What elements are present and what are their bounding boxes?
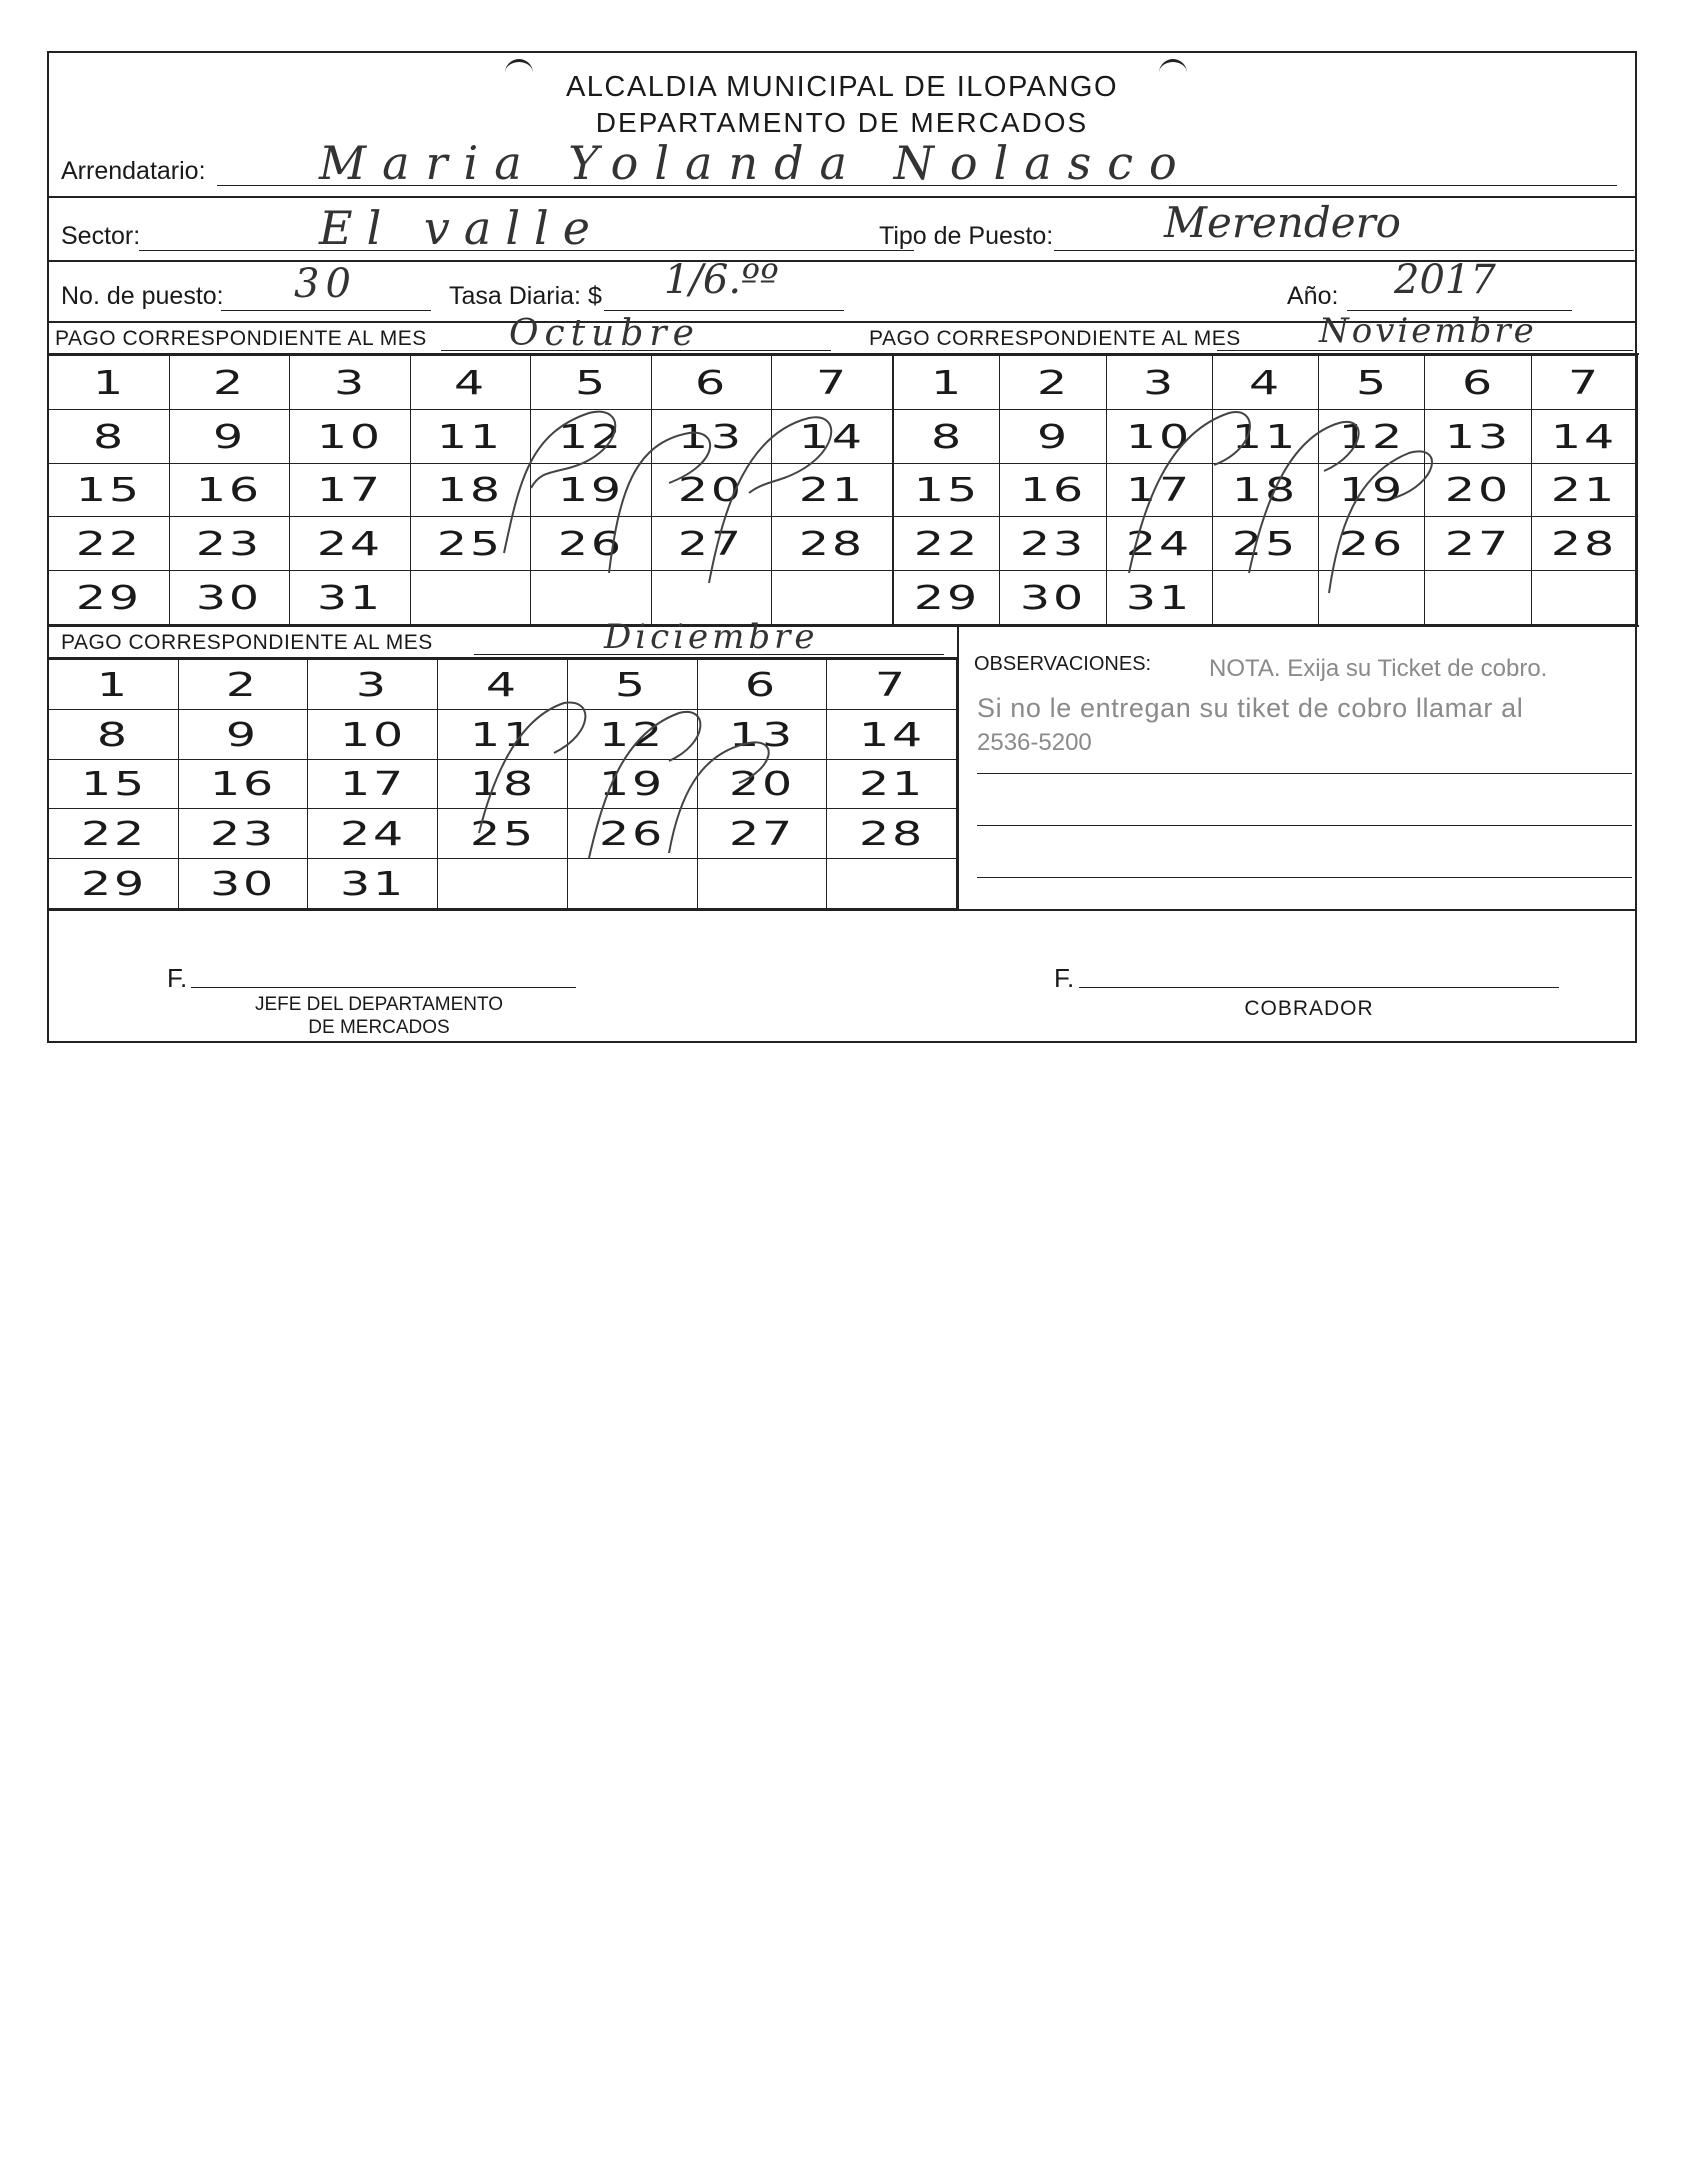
calendar-day-cell-december — [810, 660, 972, 710]
calendar-day-cell-november — [1518, 409, 1651, 463]
calendar-day-number: 3 — [1142, 362, 1176, 402]
calendar-day-cell-november — [1518, 463, 1651, 517]
signature-left-line — [191, 987, 576, 988]
anio-label: Año: — [1287, 282, 1339, 310]
department-title: DEPARTAMENTO DE MERCADOS — [595, 107, 1089, 138]
calendar-day-number: 11 — [1232, 416, 1299, 456]
calendar-day-number: 24 — [316, 524, 383, 564]
calendar-day-cell-december — [810, 709, 972, 759]
signature-left-caption — [229, 993, 529, 1039]
calendar-day-number: 4 — [453, 362, 487, 402]
calendar-day-number: 22 — [80, 814, 147, 854]
calendar-november — [893, 355, 1638, 625]
calendar-day-number: 14 — [799, 416, 866, 456]
calendar-row — [894, 463, 1638, 517]
calendar-day-number: 13 — [1444, 416, 1512, 456]
calendar-day-number: 26 — [1338, 524, 1405, 564]
calendar-day-number: 9 — [212, 416, 246, 456]
calendar-row — [49, 356, 893, 410]
arrendatario-label: Arrendatario: — [61, 157, 206, 185]
calendar-row — [49, 859, 957, 909]
calendar-day-number: 19 — [599, 764, 666, 804]
nota-line-2: Si no le entregan su tiket de cobro llamar al — [977, 693, 1524, 723]
calendar-day-number: 29 — [80, 864, 147, 904]
calendar-day-number: 21 — [799, 470, 866, 510]
nota-text: NOTA. Exija su Ticket de cobro. — [1209, 655, 1548, 682]
calendar-day-number: 5 — [615, 664, 649, 704]
calendar-day-number: 19 — [557, 470, 625, 510]
calendar-day-number: 30 — [196, 578, 263, 618]
calendar-day-number: 29 — [75, 578, 142, 618]
arrendatario-value: Maria Yolanda Nolasco — [319, 136, 1193, 190]
tasa-line — [604, 310, 844, 311]
calendar-day-number: 30 — [1019, 578, 1086, 618]
calendar-day-number: 3 — [333, 362, 367, 402]
month-label-november: PAGO CORRESPONDIENTE AL MES — [869, 327, 1241, 350]
calendar-day-number: 14 — [858, 714, 925, 754]
sector-value: El valle — [319, 201, 604, 255]
signature-left-caption-2: DE MERCADOS — [308, 1017, 450, 1038]
calendar-day-number: 10 — [339, 714, 406, 754]
calendar-day-number: 15 — [913, 470, 980, 510]
calendar-row — [49, 660, 957, 710]
calendar-day-number: 31 — [316, 578, 383, 618]
calendar-day-number: 8 — [92, 416, 126, 456]
calendar-day-cell-november — [1518, 517, 1651, 571]
calendar-day-number: 15 — [75, 470, 142, 510]
calendar-day-number: 16 — [209, 764, 277, 804]
signature-right-line — [1079, 987, 1559, 988]
calendar-day-number: 24 — [339, 814, 406, 854]
calendar-day-number: 1 — [930, 362, 964, 402]
calendar-day-number: 12 — [1338, 416, 1405, 456]
calendar-row — [894, 356, 1638, 410]
calendar-day-number: 16 — [196, 470, 263, 510]
tasa-value: 1/6.ºº — [664, 257, 779, 303]
signature-left-caption-1: JEFE DEL DEPARTAMENTO — [254, 994, 504, 1015]
observaciones-title: OBSERVACIONES: — [974, 653, 1152, 675]
calendar-day-number: 8 — [930, 416, 964, 456]
calendar-day-number: 23 — [1019, 524, 1086, 564]
market-payment-card — [47, 51, 1637, 1043]
calendar-row — [49, 709, 957, 759]
calendar-day-number: 17 — [316, 470, 383, 510]
calendar-row — [49, 517, 893, 571]
calendar-day-number: 6 — [695, 362, 729, 402]
calendar-day-number: 21 — [1551, 470, 1618, 510]
calendar-day-number: 14 — [1551, 416, 1618, 456]
observaciones-line-2 — [977, 825, 1632, 826]
calendar-day-number: 11 — [469, 714, 536, 754]
calendar-day-number: 22 — [75, 524, 142, 564]
tasa-label: Tasa Diaria: $ — [449, 282, 602, 310]
calendar-day-number: 31 — [1126, 578, 1193, 618]
calendar-day-number: 7 — [875, 664, 909, 704]
tipo-puesto-line — [1054, 250, 1634, 251]
calendar-day-number: 28 — [858, 814, 925, 854]
calendar-row — [49, 809, 957, 859]
calendar-row — [894, 517, 1638, 571]
signature-divider — [49, 909, 1635, 911]
calendar-day-number: 21 — [858, 764, 925, 804]
calendar-day-number: 18 — [1232, 470, 1299, 510]
month-value-october: Octubre — [509, 313, 700, 354]
calendar-day-number: 4 — [1248, 362, 1283, 402]
calendar-row — [49, 463, 893, 517]
sector-row — [49, 196, 1635, 261]
card-header — [49, 69, 1635, 141]
calendar-day-number: 27 — [1444, 524, 1512, 564]
calendar-day-number: 29 — [913, 578, 980, 618]
calendar-day-number: 2 — [212, 362, 246, 402]
calendar-day-number: 4 — [485, 664, 519, 704]
calendar-day-number: 1 — [96, 664, 130, 704]
calendar-day-number: 18 — [469, 764, 536, 804]
observaciones-line-1 — [977, 773, 1632, 774]
calendar-day-number: 17 — [339, 764, 406, 804]
signature-left-prefix: F. — [167, 963, 188, 993]
calendar-day-number: 22 — [913, 524, 980, 564]
calendar-day-number: 3 — [356, 664, 390, 704]
calendar-day-number: 23 — [209, 814, 277, 854]
month-value-november: Noviembre — [1319, 311, 1537, 351]
calendar-day-number: 7 — [1567, 362, 1601, 402]
calendar-day-number: 15 — [80, 764, 147, 804]
calendar-row — [894, 409, 1638, 463]
calendar-december — [48, 659, 957, 909]
calendar-day-number: 5 — [1355, 362, 1389, 402]
calendar-day-number: 10 — [1126, 416, 1193, 456]
calendar-day-number: 12 — [599, 714, 666, 754]
month-label-december: PAGO CORRESPONDIENTE AL MES — [61, 631, 433, 654]
calendar-day-cell-december — [810, 859, 972, 909]
calendar-day-number: 30 — [209, 864, 277, 904]
calendar-day-number: 5 — [574, 362, 608, 402]
month-label-october: PAGO CORRESPONDIENTE AL MES — [55, 327, 427, 350]
sector-label: Sector: — [61, 222, 141, 250]
calendar-row — [49, 409, 893, 463]
calendar-day-number: 12 — [557, 416, 625, 456]
calendar-day-number: 20 — [728, 764, 795, 804]
calendar-day-number: 23 — [196, 524, 263, 564]
calendar-day-number: 2 — [226, 664, 260, 704]
calendar-day-number: 7 — [815, 362, 849, 402]
calendar-day-number: 31 — [339, 864, 406, 904]
calendar-day-number: 6 — [1461, 362, 1495, 402]
calendar-day-number: 28 — [799, 524, 866, 564]
calendar-day-number: 25 — [1232, 524, 1299, 564]
calendar-day-number: 16 — [1019, 470, 1086, 510]
calendar-day-number: 19 — [1338, 470, 1405, 510]
calendar-day-number: 11 — [437, 416, 504, 456]
arrendatario-row — [49, 136, 1635, 198]
month-header-december — [49, 617, 957, 659]
observaciones-line-3 — [977, 877, 1632, 878]
calendar-day-number: 20 — [678, 470, 745, 510]
calendar-day-number: 13 — [678, 416, 745, 456]
tipo-puesto-value: Merendero — [1164, 198, 1401, 247]
puesto-value: 30 — [294, 261, 357, 307]
municipality-title: ALCALDIA MUNICIPAL DE ILOPANGO — [565, 71, 1119, 103]
puesto-line — [221, 310, 431, 311]
calendar-day-cell-december — [810, 809, 972, 859]
signature-right-caption: COBRADOR — [1244, 997, 1374, 1020]
calendar-day-number: 26 — [599, 814, 666, 854]
nota-phone: 2536-5200 — [977, 729, 1092, 756]
calendar-row — [49, 759, 957, 809]
anio-value: 2017 — [1394, 257, 1496, 303]
calendar-day-number: 24 — [1126, 524, 1193, 564]
calendar-day-number: 20 — [1444, 470, 1512, 510]
signature-right-prefix: F. — [1054, 963, 1075, 993]
calendar-day-number: 26 — [557, 524, 625, 564]
puesto-label: No. de puesto: — [61, 282, 224, 310]
calendar-day-number: 27 — [678, 524, 745, 564]
calendar-day-number: 8 — [96, 714, 130, 754]
calendar-day-number: 9 — [1036, 416, 1070, 456]
calendar-day-number: 28 — [1551, 524, 1618, 564]
month-header-october — [49, 311, 1639, 355]
calendar-october — [48, 355, 893, 625]
calendar-day-number: 25 — [469, 814, 536, 854]
calendar-day-number: 9 — [226, 714, 260, 754]
calendar-day-number: 13 — [728, 714, 795, 754]
calendar-day-number: 2 — [1036, 362, 1070, 402]
calendar-day-cell-november — [1518, 571, 1651, 625]
tipo-puesto-label: Tipo de Puesto: — [879, 222, 1054, 250]
calendar-day-number: 6 — [745, 664, 779, 704]
calendar-day-number: 1 — [92, 362, 126, 402]
calendar-day-number: 18 — [437, 470, 504, 510]
month-value-december: Diciembre — [604, 617, 819, 657]
calendar-day-cell-december — [810, 759, 972, 809]
calendar-day-number: 27 — [728, 814, 795, 854]
calendar-day-number: 17 — [1126, 470, 1193, 510]
calendar-day-cell-november — [1518, 356, 1651, 410]
calendar-row — [894, 571, 1638, 625]
calendar-day-number: 25 — [437, 524, 504, 564]
calendar-day-number: 10 — [316, 416, 383, 456]
